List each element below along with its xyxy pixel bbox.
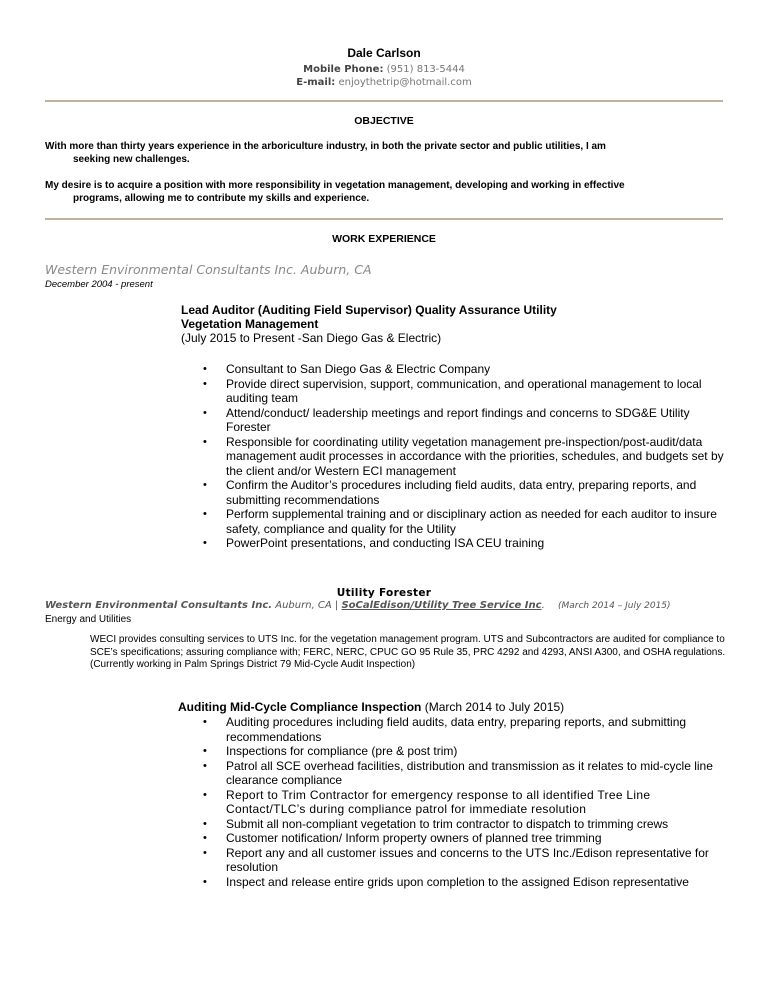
list-item: • Patrol all SCE overhead facilities, distribution and transmission as it relates to mid-cycle line clearance compliance: [198, 759, 728, 788]
resume-name: Dale Carlson: [347, 46, 421, 60]
job2-company-line: [45, 600, 745, 611]
phone-value: (951) 813-5444: [386, 64, 465, 75]
divider: [45, 218, 723, 220]
job2-link-suffix: .: [541, 600, 545, 611]
job1-title: [181, 303, 621, 331]
list-item: • Perform supplemental training and or disciplinary action as needed for each auditor to insure safety, compliance and quality for the Utility: [198, 507, 728, 536]
list-item: • Inspect and release entire grids upon completion to the assigned Edison representative: [198, 875, 728, 890]
objective-p1-line1: With more than thirty years experience in the arboriculture industry, in both the private sector and public utilities, I am: [45, 141, 606, 152]
job2-sector: Energy and Utilities: [45, 614, 132, 625]
list-item: • Inspections for compliance (pre & post trim): [198, 744, 728, 759]
job2-description: WECI provides consulting services to UTS Inc. for the vegetation management program. UTS and Subcontractors are audited for compliance to SCE’s specifications; assuring compliance with; FERC, NERC, CPUC GO 95 Rule 35, PRC 4292 and 4293, ANSI A300, and OSHA regulations. (Currently working in Palm Springs District 79 Mid-Cycle Audit Inspection): [90, 634, 726, 670]
list-item: • Auditing procedures including field audits, data entry, preparing reports, and submitting recommendations: [198, 715, 728, 744]
list-item: • Responsible for coordinating utility vegetation management pre-inspection/post-audit/data management audit processes in accordance with the priorities, schedules, and budgets set by the client and/or Western ECI management: [198, 435, 728, 479]
job2-bullets: [198, 715, 728, 889]
job1-title-line1: Lead Auditor (Auditing Field Supervisor) Quality Assurance Utility: [181, 303, 557, 317]
job2-role: Utility Forester: [336, 587, 432, 599]
objective-p2-line1: My desire is to acquire a position with more responsibility in vegetation management, developing and working in effective: [45, 180, 625, 191]
job2-client-link[interactable]: SoCalEdison/Utility Tree Service Inc: [341, 600, 542, 611]
list-item: • Report any and all customer issues and concerns to the UTS Inc./Edison representative for resolution: [198, 846, 728, 875]
email-value[interactable]: enjoythetrip@hotmail.com: [338, 77, 472, 88]
phone-label: Mobile Phone:: [303, 64, 384, 75]
objective-heading: OBJECTIVE: [354, 115, 414, 127]
job1-bullets: [198, 362, 728, 551]
work-heading: WORK EXPERIENCE: [332, 233, 436, 245]
list-item: • Submit all non-compliant vegetation to trim contractor to dispatch to trimming crews: [198, 817, 728, 832]
job2-date-range: (March 2014 – July 2015): [557, 601, 671, 611]
email-line: [0, 77, 768, 88]
objective-paragraph-1: [45, 140, 735, 166]
list-item: • Attend/conduct/ leadership meetings and report findings and concerns to SDG&E Utility Forester: [198, 406, 728, 435]
audit-dates: (March 2014 to July 2015): [424, 700, 565, 714]
job1-subtitle: (July 2015 to Present -San Diego Gas & Electric): [181, 331, 442, 345]
audit-heading: [178, 700, 564, 714]
audit-title: Auditing Mid-Cycle Compliance Inspection: [178, 700, 422, 714]
job2-location: Auburn, CA |: [275, 600, 339, 611]
list-item: • Report to Trim Contractor for emergency response to all identified Tree Line Contact/TLC’s during compliance patrol for immediate resolution: [198, 788, 728, 817]
list-item: • Provide direct supervision, support, communication, and operational management to local auditing team: [198, 377, 728, 406]
employment-dates: December 2004 - present: [45, 279, 153, 290]
list-item: • Confirm the Auditor’s procedures including field audits, data entry, preparing reports, and submitting recommendations: [198, 478, 728, 507]
job2-company: Western Environmental Consultants Inc.: [45, 600, 273, 611]
job1-title-line2: Vegetation Management: [181, 317, 319, 331]
list-item: • Consultant to San Diego Gas & Electric Company: [198, 362, 728, 377]
objective-p1-line2: seeking new challenges.: [73, 154, 190, 165]
company-name: Western Environmental Consultants Inc. Auburn, CA: [45, 262, 372, 277]
objective-p2-line2: programs, allowing me to contribute my skills and experience.: [73, 193, 370, 204]
list-item: • PowerPoint presentations, and conducting ISA CEU training: [198, 536, 728, 551]
phone-line: [0, 64, 768, 75]
email-label: E-mail:: [296, 77, 336, 88]
objective-paragraph-2: [45, 179, 735, 205]
divider: [45, 100, 723, 102]
list-item: • Customer notification/ Inform property owners of planned tree trimming: [198, 831, 728, 846]
